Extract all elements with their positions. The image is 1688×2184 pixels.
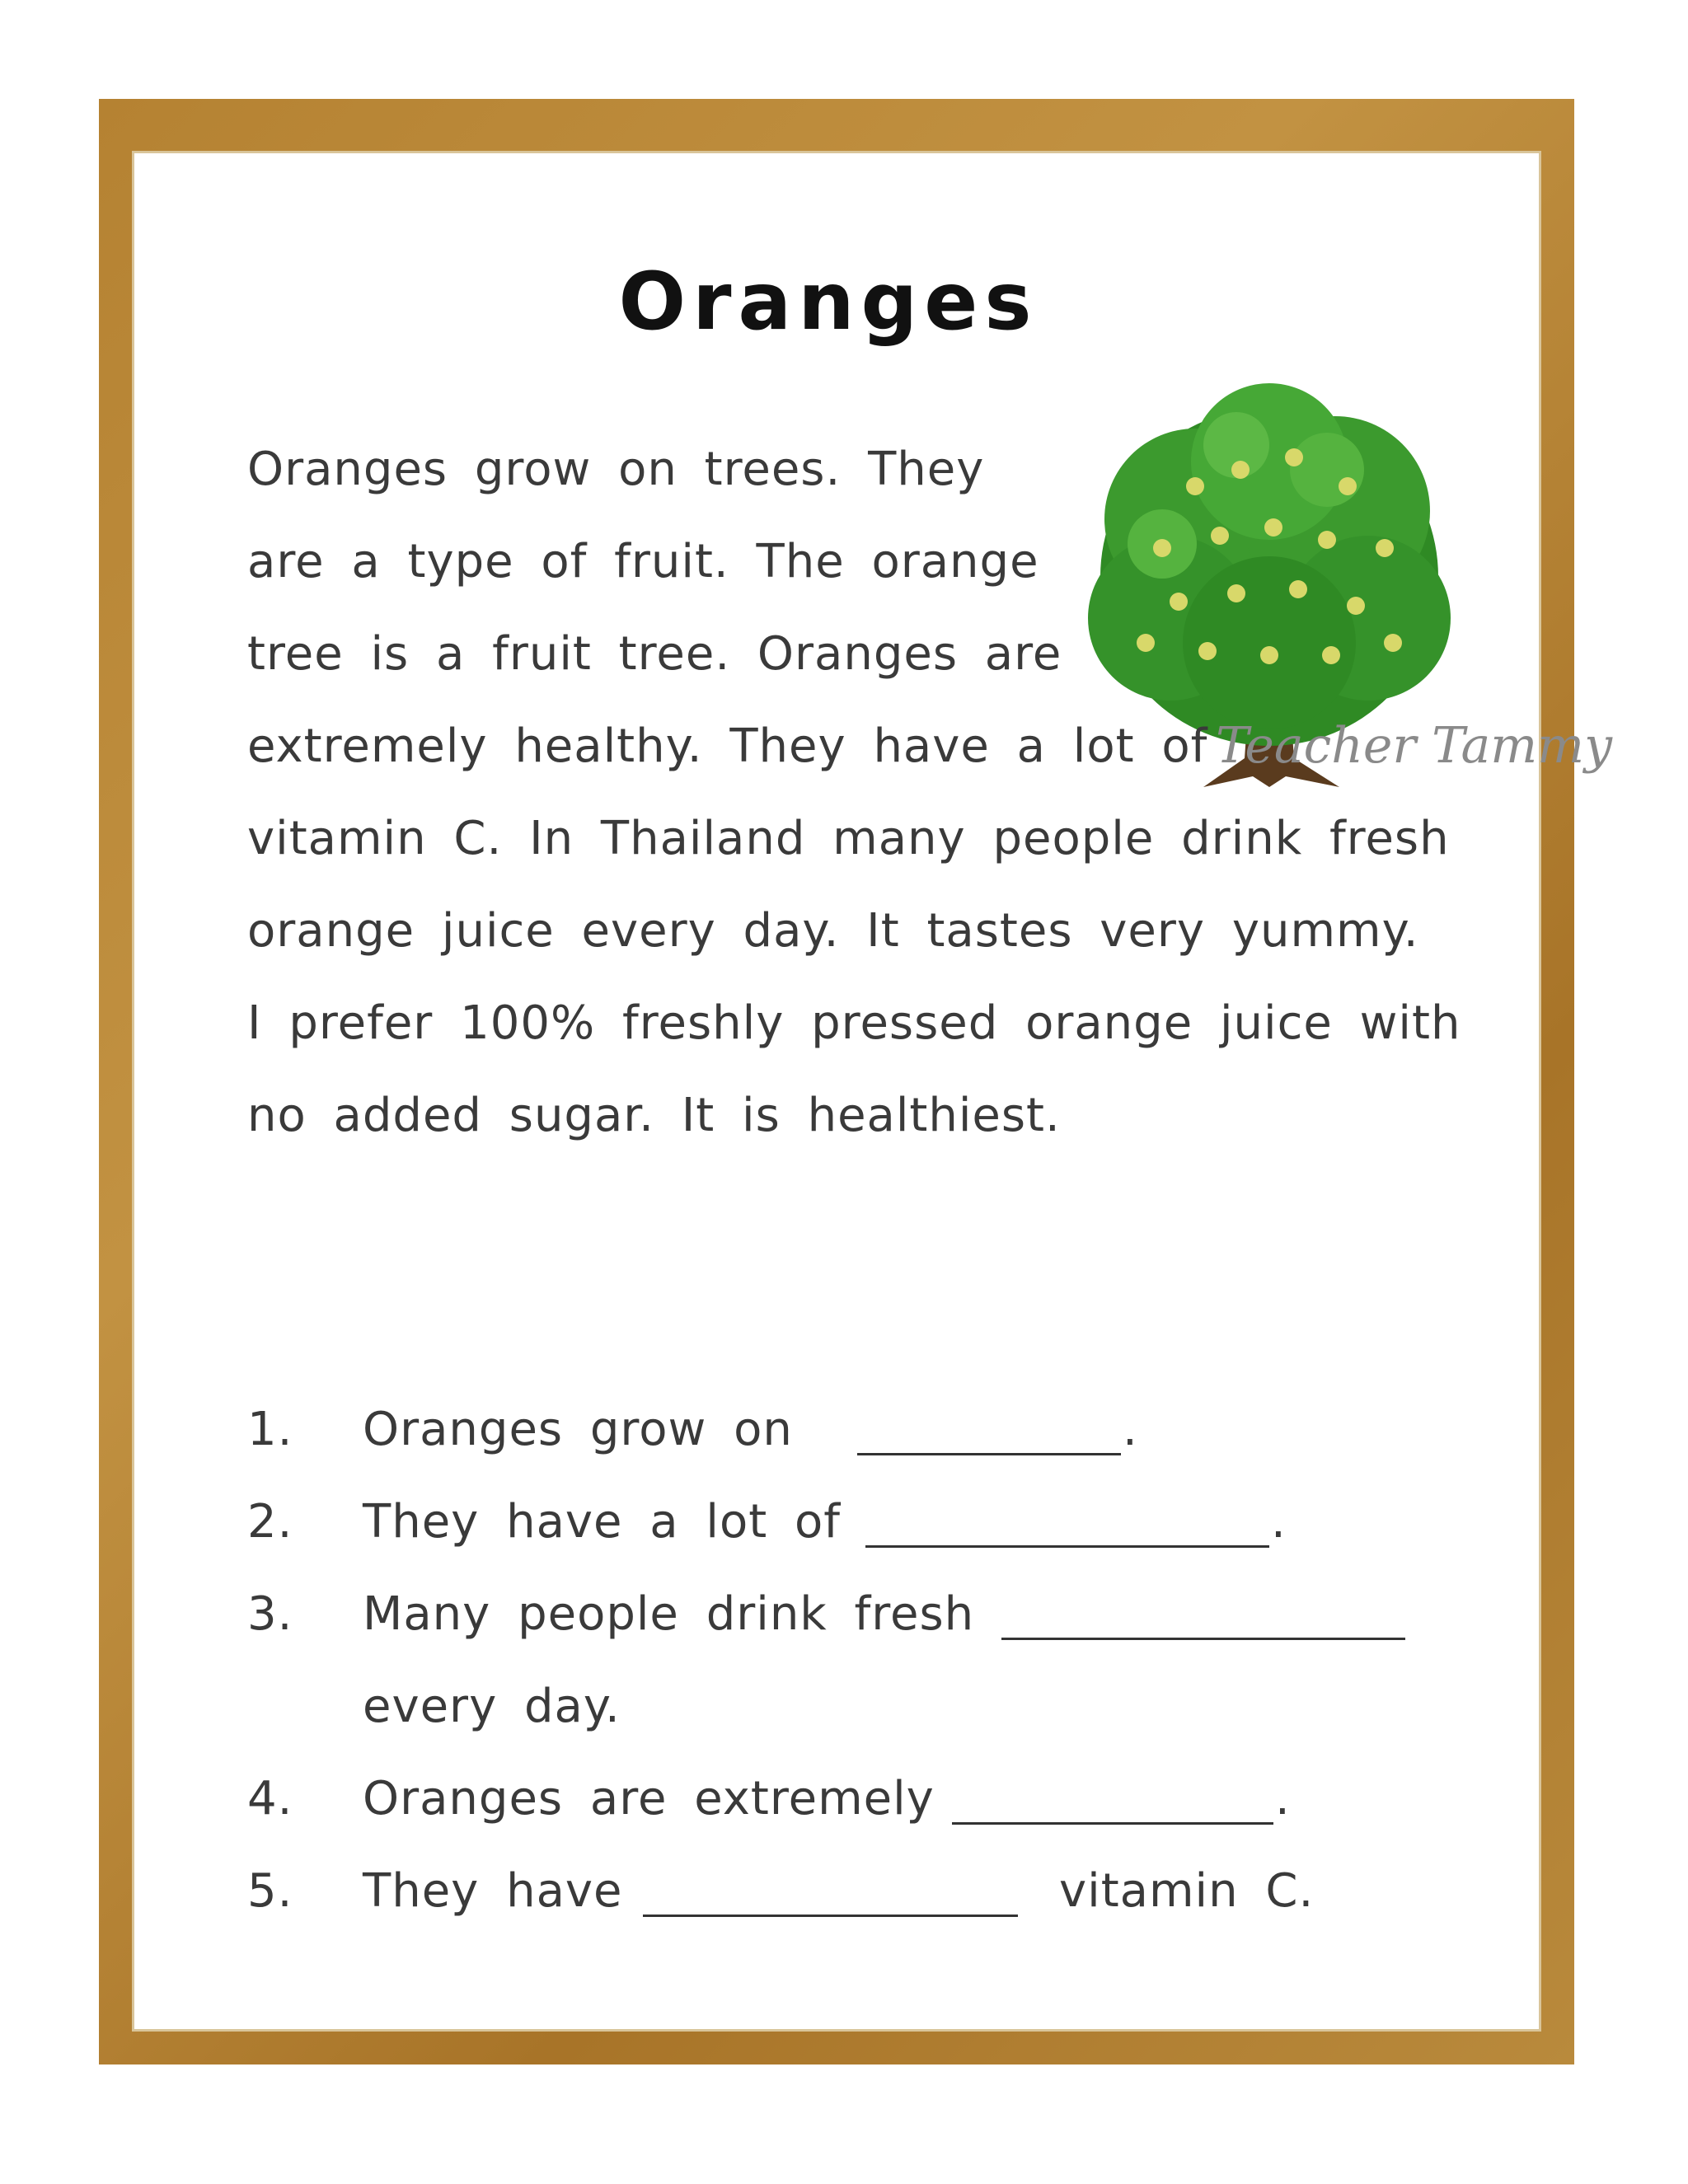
question-text: Many people drink fresh [363,1587,975,1641]
teacher-tammy-watermark: Teacher Tammy [1216,717,1612,775]
question-4 [247,1766,1484,1858]
passage-line: tree is a fruit tree. Oranges are [247,627,1062,681]
question-number: 5. [247,1864,293,1918]
answer-blank-3[interactable] [1001,1638,1405,1640]
question-2 [247,1489,1484,1582]
answer-blank-2[interactable] [865,1545,1269,1548]
answer-blank-5[interactable] [643,1915,1018,1917]
passage-line: are a type of fruit. The orange [247,535,1039,588]
passage-line: orange juice every day. It tastes very yummy. [247,904,1419,958]
question-suffix: . [1123,1403,1138,1456]
answer-blank-1[interactable] [857,1453,1121,1455]
question-text: Oranges are extremely [363,1772,935,1825]
question-3 [247,1582,1484,1674]
passage-line: no added sugar. It is healthiest. [247,1089,1061,1142]
question-number: 1. [247,1403,293,1456]
passage-line: vitamin C. In Thailand many people drink fresh [247,812,1450,865]
worksheet-title: Oranges [618,255,1039,348]
question-text: They have [363,1864,623,1918]
question-list [247,1397,1484,1951]
reading-passage [247,437,1484,1175]
question-continuation: every day. [363,1680,621,1733]
question-suffix: vitamin C. [1059,1864,1315,1918]
passage-line: Oranges grow on trees. They [247,443,985,496]
passage-line: I prefer 100% freshly pressed orange juice with [247,996,1461,1050]
question-5 [247,1858,1484,1951]
question-number: 2. [247,1495,293,1549]
question-suffix: . [1275,1772,1291,1825]
question-text: Oranges grow on [363,1403,793,1456]
question-text: They have a lot of [363,1495,841,1549]
answer-blank-4[interactable] [952,1822,1273,1825]
question-number: 4. [247,1772,293,1825]
question-number: 3. [247,1587,293,1641]
question-3-continuation [247,1674,1484,1766]
question-suffix: . [1271,1495,1287,1549]
passage-line: extremely healthy. They have a lot of [247,719,1208,773]
question-1 [247,1397,1484,1489]
